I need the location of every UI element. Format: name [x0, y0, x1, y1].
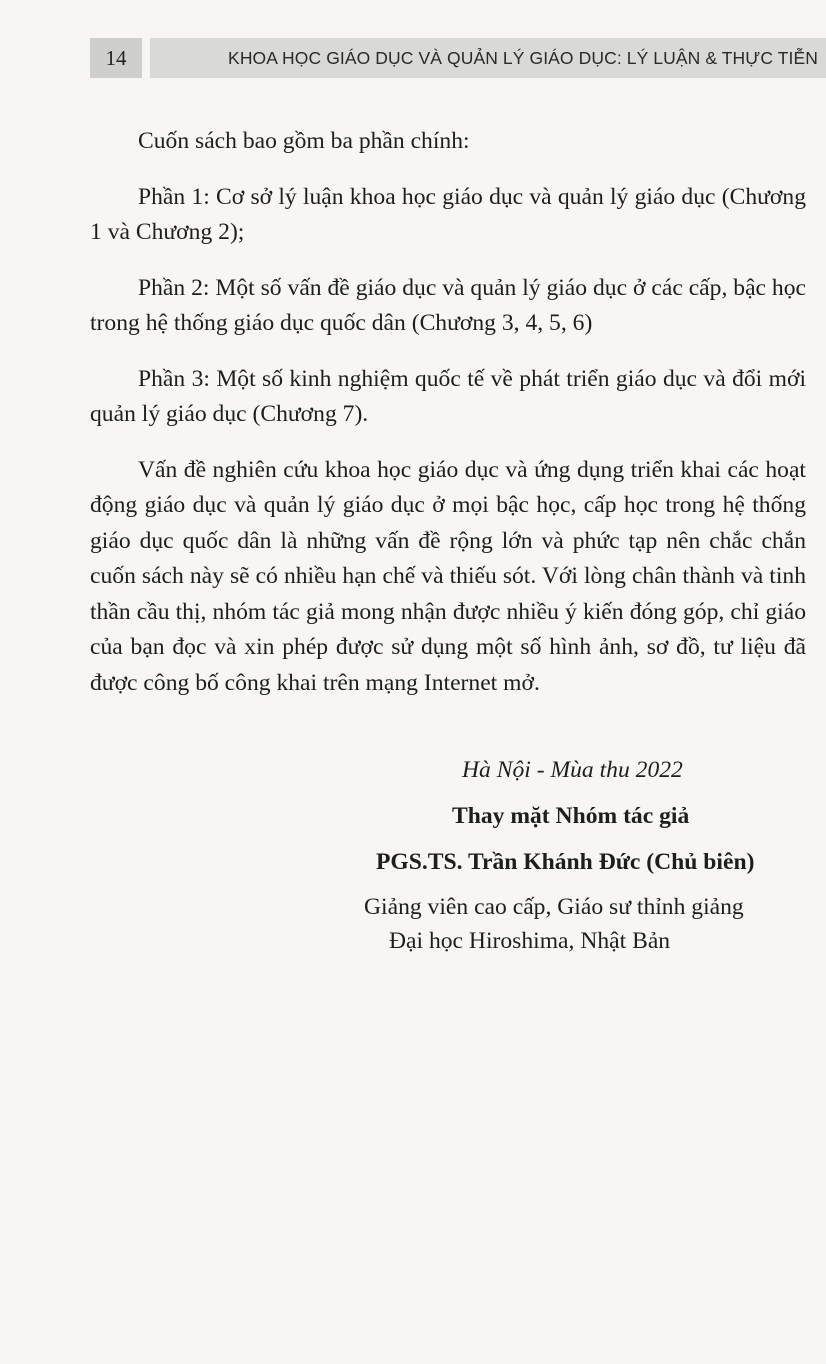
running-header	[90, 38, 826, 78]
author-title-line-1: Giảng viên cao cấp, Giáo sư thỉnh giảng	[364, 894, 744, 920]
closing-paragraph: Vấn đề nghiên cứu khoa học giáo dục và ứng dụng triển khai các hoạt động giáo dục và quản lý giáo dục ở mọi bậc học, cấp học trong hệ thống giáo dục quốc dân là những vấn đề rộng lớn và phức tạp nên chắc chắn cuốn sách này sẽ có nhiều hạn chế và thiếu sót. Với lòng chân thành và tinh thần cầu thị, nhóm tác giả mong nhận được nhiều ý kiến đóng góp, chỉ giáo của bạn đọc và xin phép được sử dụng một số hình ảnh, sơ đồ, tư liệu đã được công bố công khai trên mạng Internet mở.	[90, 456, 806, 696]
header-divider	[142, 38, 150, 78]
author-name: PGS.TS. Trần Khánh Đức (Chủ biên)	[376, 849, 755, 875]
author-title-line-2: Đại học Hiroshima, Nhật Bản	[389, 928, 671, 954]
signature-block	[90, 750, 806, 958]
page-number: 14	[90, 38, 142, 78]
part-2-paragraph: Phần 2: Một số vấn đề giáo dục và quản lý giáo dục ở các cấp, bậc học trong hệ thống giáo dục quốc dân (Chương 3, 4, 5, 6)	[90, 274, 806, 336]
book-title-header: KHOA HỌC GIÁO DỤC VÀ QUẢN LÝ GIÁO DỤC: LÝ LUẬN & THỰC TIỄN	[150, 38, 826, 78]
part-3-paragraph: Phần 3: Một số kinh nghiệm quốc tế về phát triển giáo dục và đổi mới quản lý giáo dục (Chương 7).	[90, 365, 806, 427]
place-date: Hà Nội - Mùa thu 2022	[462, 757, 683, 783]
body-text	[90, 124, 806, 721]
representative-line: Thay mặt Nhóm tác giả	[452, 803, 690, 829]
part-1-paragraph: Phần 1: Cơ sở lý luận khoa học giáo dục và quản lý giáo dục (Chương 1 và Chương 2);	[90, 183, 806, 245]
intro-paragraph: Cuốn sách bao gồm ba phần chính:	[138, 128, 470, 154]
